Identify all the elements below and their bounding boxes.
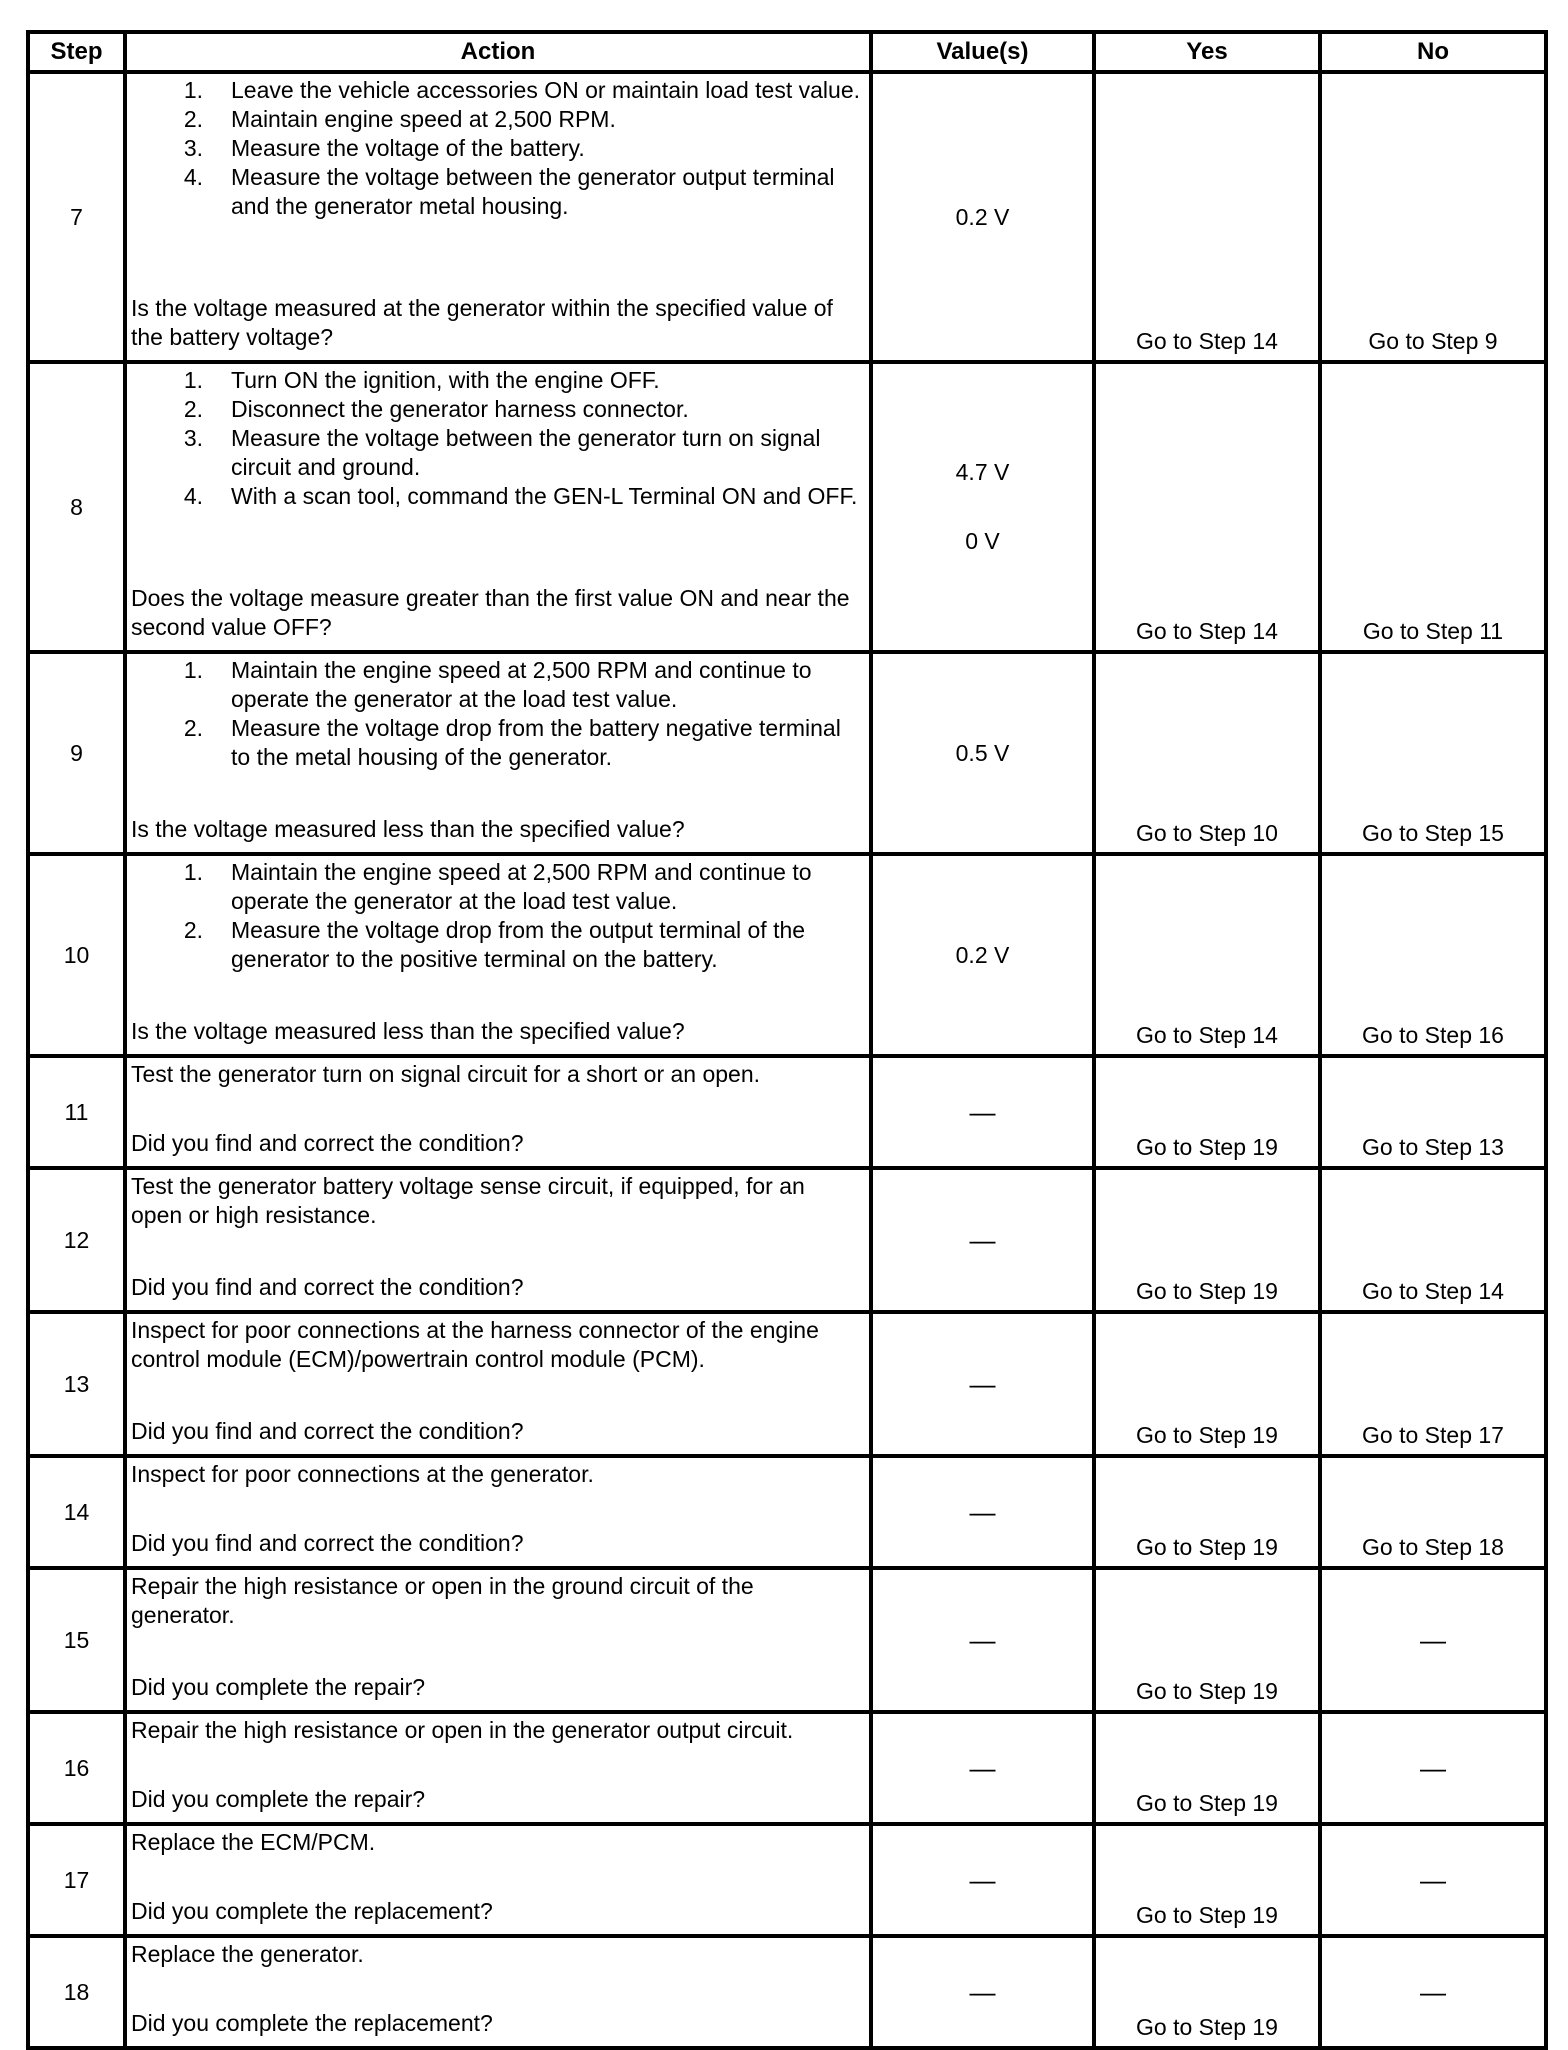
yes-outcome: Go to Step 19 bbox=[1094, 1168, 1320, 1312]
value-cell bbox=[871, 1712, 1094, 1824]
no-outcome: — bbox=[1320, 1712, 1546, 1824]
step-number: 16 bbox=[28, 1712, 125, 1824]
table-row bbox=[28, 1936, 1546, 2048]
action-cell bbox=[125, 72, 871, 362]
action-step-item bbox=[131, 105, 861, 134]
value-cell bbox=[871, 1168, 1094, 1312]
step-number: 12 bbox=[28, 1168, 125, 1312]
no-outcome: Go to Step 14 bbox=[1320, 1168, 1546, 1312]
value-text: 0.2 V bbox=[955, 203, 1010, 230]
action-step-text: Measure the voltage drop from the output terminal of the generator to the positive terminal on the battery. bbox=[231, 917, 806, 972]
step-number: 13 bbox=[28, 1312, 125, 1456]
no-outcome: Go to Step 16 bbox=[1320, 854, 1546, 1056]
action-step-item bbox=[131, 163, 861, 221]
value-text: — bbox=[969, 1224, 996, 1255]
value-text: — bbox=[969, 1976, 996, 2007]
action-step-item bbox=[131, 858, 861, 916]
no-outcome: — bbox=[1320, 1824, 1546, 1936]
action-step-text: Measure the voltage of the battery. bbox=[231, 135, 585, 161]
value-cell bbox=[871, 1936, 1094, 2048]
value-cell bbox=[871, 1824, 1094, 1936]
action-step-number: 1. bbox=[183, 657, 203, 683]
step-number: 8 bbox=[28, 362, 125, 652]
action-step-text: With a scan tool, command the GEN-L Terminal ON and OFF. bbox=[231, 483, 858, 509]
action-cell bbox=[125, 362, 871, 652]
yes-outcome: Go to Step 19 bbox=[1094, 1936, 1320, 2048]
action-step-number: 2. bbox=[183, 917, 203, 943]
action-step-number: 1. bbox=[183, 77, 203, 103]
diagnostic-table-container bbox=[26, 30, 1544, 2050]
yes-outcome: Go to Step 14 bbox=[1094, 72, 1320, 362]
yes-outcome: Go to Step 19 bbox=[1094, 1824, 1320, 1936]
value-cell bbox=[871, 72, 1094, 362]
value-text: 4.7 V bbox=[955, 459, 1010, 485]
action-step-text: Disconnect the generator harness connector. bbox=[231, 396, 689, 422]
action-steps-list bbox=[131, 656, 861, 772]
step-number: 17 bbox=[28, 1824, 125, 1936]
action-step-number: 1. bbox=[183, 367, 203, 393]
action-cell bbox=[125, 1056, 871, 1168]
action-question: Is the voltage measured at the generator within the specified value of the battery voltage? bbox=[131, 295, 833, 350]
no-outcome: — bbox=[1320, 1568, 1546, 1712]
header-step: Step bbox=[28, 32, 125, 72]
action-steps-list bbox=[131, 366, 861, 511]
action-step-item bbox=[131, 76, 861, 105]
table-row bbox=[28, 854, 1546, 1056]
action-step-text: Maintain engine speed at 2,500 RPM. bbox=[231, 106, 616, 132]
yes-outcome: Go to Step 19 bbox=[1094, 1312, 1320, 1456]
action-step-text: Maintain the engine speed at 2,500 RPM and continue to operate the generator at the load test value. bbox=[231, 657, 812, 712]
step-number: 14 bbox=[28, 1456, 125, 1568]
table-header-row bbox=[28, 32, 1546, 72]
header-yes: Yes bbox=[1094, 32, 1320, 72]
action-step-item bbox=[131, 395, 861, 424]
action-text: Inspect for poor connections at the harness connector of the engine control module (ECM)/powertrain control module (PCM). bbox=[131, 1317, 819, 1372]
table-row bbox=[28, 1824, 1546, 1936]
value-text: — bbox=[969, 1496, 996, 1527]
value-text: — bbox=[969, 1864, 996, 1895]
action-cell bbox=[125, 1712, 871, 1824]
table-row bbox=[28, 1168, 1546, 1312]
action-step-text: Measure the voltage between the generator turn on signal circuit and ground. bbox=[231, 425, 821, 480]
action-text: Test the generator battery voltage sense circuit, if equipped, for an open or high resistance. bbox=[131, 1173, 805, 1228]
action-cell bbox=[125, 1456, 871, 1568]
step-number: 18 bbox=[28, 1936, 125, 2048]
action-text: Repair the high resistance or open in the ground circuit of the generator. bbox=[131, 1573, 754, 1628]
action-step-text: Turn ON the ignition, with the engine OFF. bbox=[231, 367, 660, 393]
action-step-text: Leave the vehicle accessories ON or maintain load test value. bbox=[231, 77, 860, 103]
action-step-item bbox=[131, 482, 861, 511]
diagnostic-table bbox=[26, 30, 1548, 2050]
no-outcome: Go to Step 11 bbox=[1320, 362, 1546, 652]
yes-outcome: Go to Step 19 bbox=[1094, 1712, 1320, 1824]
action-question: Did you complete the replacement? bbox=[131, 2010, 493, 2036]
action-text: Inspect for poor connections at the generator. bbox=[131, 1461, 594, 1487]
yes-outcome: Go to Step 19 bbox=[1094, 1056, 1320, 1168]
action-cell bbox=[125, 854, 871, 1056]
value-cell bbox=[871, 1312, 1094, 1456]
value-text: 0 V bbox=[965, 528, 1000, 554]
header-action: Action bbox=[125, 32, 871, 72]
value-cell bbox=[871, 652, 1094, 854]
action-step-text: Maintain the engine speed at 2,500 RPM and continue to operate the generator at the load test value. bbox=[231, 859, 812, 914]
no-outcome: Go to Step 9 bbox=[1320, 72, 1546, 362]
table-row bbox=[28, 1312, 1546, 1456]
action-steps-list bbox=[131, 76, 861, 221]
action-question: Did you find and correct the condition? bbox=[131, 1418, 524, 1444]
action-cell bbox=[125, 1568, 871, 1712]
yes-outcome: Go to Step 10 bbox=[1094, 652, 1320, 854]
yes-outcome: Go to Step 14 bbox=[1094, 854, 1320, 1056]
action-step-item bbox=[131, 424, 861, 482]
action-text: Replace the ECM/PCM. bbox=[131, 1829, 376, 1855]
action-question: Did you complete the repair? bbox=[131, 1674, 426, 1700]
action-step-number: 4. bbox=[183, 483, 203, 509]
value-text: — bbox=[969, 1368, 996, 1399]
action-text: Replace the generator. bbox=[131, 1941, 364, 1967]
header-values: Value(s) bbox=[871, 32, 1094, 72]
action-step-number: 4. bbox=[183, 164, 203, 190]
action-step-number: 1. bbox=[183, 859, 203, 885]
table-row bbox=[28, 1568, 1546, 1712]
action-steps-list bbox=[131, 858, 861, 974]
yes-outcome: Go to Step 14 bbox=[1094, 362, 1320, 652]
yes-outcome: Go to Step 19 bbox=[1094, 1568, 1320, 1712]
step-number: 11 bbox=[28, 1056, 125, 1168]
action-cell bbox=[125, 1824, 871, 1936]
action-question: Did you complete the replacement? bbox=[131, 1898, 493, 1924]
no-outcome: Go to Step 13 bbox=[1320, 1056, 1546, 1168]
table-row bbox=[28, 1712, 1546, 1824]
action-cell bbox=[125, 1936, 871, 2048]
action-step-number: 2. bbox=[183, 396, 203, 422]
action-question: Is the voltage measured less than the specified value? bbox=[131, 1018, 685, 1044]
action-step-item bbox=[131, 366, 861, 395]
step-number: 9 bbox=[28, 652, 125, 854]
action-step-text: Measure the voltage between the generator output terminal and the generator metal housing. bbox=[231, 164, 835, 219]
table-row bbox=[28, 362, 1546, 652]
value-text: — bbox=[969, 1096, 996, 1127]
table-row bbox=[28, 72, 1546, 362]
action-step-text: Measure the voltage drop from the battery negative terminal to the metal housing of the generator. bbox=[231, 715, 841, 770]
yes-outcome: Go to Step 19 bbox=[1094, 1456, 1320, 1568]
action-cell bbox=[125, 652, 871, 854]
action-question: Did you complete the repair? bbox=[131, 1786, 426, 1812]
value-cell bbox=[871, 854, 1094, 1056]
action-cell bbox=[125, 1312, 871, 1456]
step-number: 7 bbox=[28, 72, 125, 362]
action-step-number: 2. bbox=[183, 715, 203, 741]
no-outcome: Go to Step 15 bbox=[1320, 652, 1546, 854]
action-step-number: 2. bbox=[183, 106, 203, 132]
action-question: Is the voltage measured less than the specified value? bbox=[131, 816, 685, 842]
value-text: — bbox=[969, 1752, 996, 1783]
header-no: No bbox=[1320, 32, 1546, 72]
no-outcome: Go to Step 18 bbox=[1320, 1456, 1546, 1568]
action-question: Did you find and correct the condition? bbox=[131, 1274, 524, 1300]
no-outcome: Go to Step 17 bbox=[1320, 1312, 1546, 1456]
value-text: 0.5 V bbox=[955, 739, 1010, 766]
no-outcome: — bbox=[1320, 1936, 1546, 2048]
action-step-item bbox=[131, 916, 861, 974]
action-question: Does the voltage measure greater than the first value ON and near the second value OFF? bbox=[131, 585, 850, 640]
value-text: 0.2 V bbox=[955, 941, 1010, 968]
step-number: 10 bbox=[28, 854, 125, 1056]
value-cell bbox=[871, 1056, 1094, 1168]
action-cell bbox=[125, 1168, 871, 1312]
table-body bbox=[28, 72, 1546, 2048]
table-row bbox=[28, 1056, 1546, 1168]
table-row bbox=[28, 652, 1546, 854]
value-text: — bbox=[969, 1624, 996, 1655]
action-step-number: 3. bbox=[183, 425, 203, 451]
value-cell bbox=[871, 1456, 1094, 1568]
value-cell bbox=[871, 1568, 1094, 1712]
action-question: Did you find and correct the condition? bbox=[131, 1530, 524, 1556]
value-cell bbox=[871, 362, 1094, 652]
step-number: 15 bbox=[28, 1568, 125, 1712]
action-question: Did you find and correct the condition? bbox=[131, 1130, 524, 1156]
action-step-item bbox=[131, 656, 861, 714]
action-text: Repair the high resistance or open in the generator output circuit. bbox=[131, 1717, 794, 1743]
table-row bbox=[28, 1456, 1546, 1568]
action-step-item bbox=[131, 134, 861, 163]
action-step-number: 3. bbox=[183, 135, 203, 161]
action-text: Test the generator turn on signal circuit for a short or an open. bbox=[131, 1061, 761, 1087]
action-step-item bbox=[131, 714, 861, 772]
